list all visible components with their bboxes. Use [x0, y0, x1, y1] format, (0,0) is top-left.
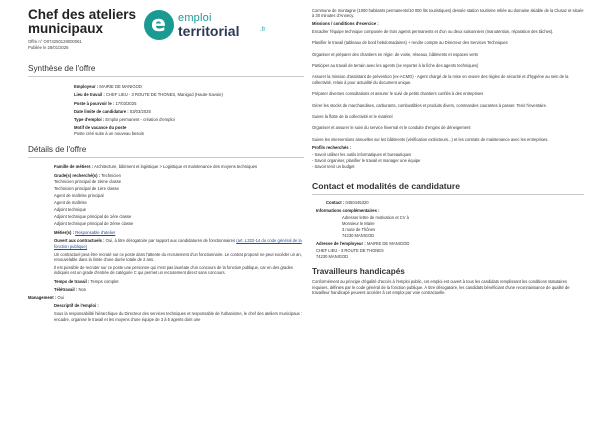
mission-item: Organiser et préparer des chantiers en régie: de voirie, réseaux, bâtiments et espaces verts	[312, 51, 479, 57]
mission-item: Préparer diverses consultations et assurer le suivi de petits chantiers confiés à des entreprises	[312, 91, 484, 97]
details-jobs: Métier(s) : Responsable d'atelier	[54, 229, 116, 235]
details-job-family: Famille de métiers : Architecture, bâtiment et logistique > Logistique et maintenance des moyens techniques	[54, 164, 258, 170]
mission-item: Assurer la mission d'assistant de prévention (ex-ACMO) - Agent chargé de la mise en œuvre des règles de sécurité et d'hygiène au sein de la collectivité, relais à pour actualité du document unique.	[312, 74, 569, 85]
details-grades: Grade(s) recherché(s) : Technicien	[54, 172, 121, 178]
grade-item: Agent de maîtrise	[54, 200, 87, 206]
profile-item: - Savoir utiliser les outils informatiques et bureautiques	[312, 151, 412, 157]
mission-item: Participer au travail de terrain avec les agents (se reporter à la fiche des agents techniques)	[312, 63, 479, 69]
commune-intro: Commune de montagne (1000 habitants permanents/10 000 lits touristiques) dessée station tourisme reliée au domaine skiable de la Clusaz et située à 30 minutes d'Annecy.	[312, 8, 584, 19]
grade-item: Adjoint technique principal de 2ème classe	[54, 221, 134, 227]
synthese-employer: Employeur : MAIRIE DE MANIGOD	[74, 84, 142, 90]
grade-item: Adjoint technique principal de 1ère classe	[54, 214, 132, 220]
employer-line: CHEF LIEU - 3 ROUTE DE THONES	[316, 248, 384, 254]
mission-item: Encadrer l'équipe technique composée de trois agents permanents et d'un ou deux saisonniers (manutention, réparation des tâches).	[312, 28, 554, 34]
law-article-link[interactable]: (art. L332-14 du code général de la fonction publique)	[54, 238, 302, 249]
metier-link[interactable]: Responsable d'atelier	[75, 229, 116, 235]
address-line: 3 route de Thônes	[342, 227, 376, 233]
profile-label: Profils recherchés :	[312, 145, 352, 151]
address-line: 74230 MANIGOD	[342, 233, 375, 239]
details-description-text: Sous la responsabilité hiérarchique du Directeur des services techniques et responsable de l'urbanisme, le chef des ateliers municipaux : encadre, organise le travail et les moyens d'une équipe de 3 à 5 agents dont une	[54, 311, 303, 322]
details-management: Management : Oui	[28, 295, 64, 301]
grade-item: Adjoint technique	[54, 207, 87, 213]
synthese-start-date: Poste à pourvoir le : 17/03/2025	[74, 100, 137, 106]
details-description-label: Descriptif de l'emploi :	[54, 303, 99, 309]
mission-item: Organiser et assurer le suivi du service hivernal et le conduite d'engins de déneigement	[312, 125, 471, 131]
synthese-title: Synthèse de l'offre	[28, 64, 304, 77]
publication-date: Publiée le 28/01/2025	[28, 44, 69, 50]
address-line: Monsieur le Maire	[342, 221, 375, 227]
right-column	[312, 8, 584, 296]
synthese-vacancy-reason: Motif de vacance du poste Poste créé suite à un nouveau besoin	[74, 125, 145, 136]
employer-address: Adresse de l'employeur : MAIRIE DE MANIGOD	[316, 241, 410, 247]
handicap-title: Travailleurs handicapés	[312, 267, 405, 277]
details-telework: Télétravail : Non	[54, 286, 87, 292]
left-column	[28, 8, 304, 322]
mission-item: Suivre la flotte de la collectivité et le matériel	[312, 114, 393, 120]
grade-item: Agent de maîtrise principal	[54, 193, 104, 199]
contractuels-text: Un contractuel peut être recruté sur ce poste dans l'attente du recrutement d'un fonctionnaire. Le contrat proposé ne peut excéder un an, renouvelable dans la limite d'une durée totale de 2 ans.	[54, 251, 302, 263]
contractuels-text-2: Il est possible de recruter sur ce poste une personne qui n'est pas lauréate d'un concours de la fonction publique, car en des grades indiqués est un grade d'entrée de catégorie C qui permet un recrutement direct sans concours.	[54, 264, 293, 276]
mission-item: Gérer les stocks de marchandises, carburants, combustibles et produits divers, commandes courantes à passer. Tenir l'inventaire.	[312, 102, 548, 108]
synthese-deadline: Date limite de candidature : 03/03/2025	[74, 108, 151, 114]
profile-item: - Savoir organiser, planifier le travail et manager une équipe	[312, 157, 421, 163]
grade-item: Technicien principal de 2ème classe	[54, 179, 122, 185]
contact-phone: Contact : 0450445320	[326, 200, 369, 206]
details-title: Détails de l'offre	[28, 145, 304, 158]
mission-item: Planifier le travail (tableaux de bord hebdomadaires) + rendre compte au Directeur des Services Techniques	[312, 40, 508, 46]
contact-info-label: Informations complémentaires :	[316, 208, 380, 214]
details-work-time: Temps de travail : Temps complet	[54, 278, 119, 284]
profile-item: - Savoir tenir un budget	[312, 163, 355, 169]
synthese-location: Lieu de travail : CHEF LIEU - 3 ROUTE DE THONES, Manigod (Haute-Savoie)	[74, 92, 223, 98]
handicap-text: Conformément au principe d'égalité d'accès à l'emploi public, cet emploi est ouvert à tous les candidats remplissant les conditions statutaires requises, définies par le code général de la fonction publique. À titre dérogatoire, les candidats bénéficiant d'une reconnaissance de qualité de travailleur handicapé peuvent accéder à cet emploi par voie contractuelle.	[312, 279, 570, 296]
synthese-employment-type: Type d'emploi : Emploi permanent - création d'emploi	[74, 116, 175, 122]
missions-label: Missions / conditions d'exercice :	[312, 20, 379, 26]
grade-item: Technicien principal de 1ère classe	[54, 186, 119, 192]
offer-reference: Offre n° O074250128000061	[28, 39, 82, 44]
mission-item: Suivre les interventions annuelles sur les bâtiments (vérification extincteurs...) et les contrats de maintenance avec les entreprises.	[312, 136, 549, 142]
employer-line: 74230 MANIGOD	[316, 254, 349, 260]
emploi-territorial-logo: e emploi territorial .fr	[144, 10, 284, 42]
contact-title: Contact et modalités de candidature	[312, 181, 584, 195]
job-title: Chef des ateliers municipaux	[28, 7, 137, 36]
details-contractuels: Ouvert aux contractuels : Oui, à titre dérogatoire par rapport aux candidatures de fonctionnaires (art. L332-14 du code général de la fonction publique)	[54, 238, 302, 249]
address-line: Adresser lettre de motivation et CV à	[342, 215, 409, 221]
